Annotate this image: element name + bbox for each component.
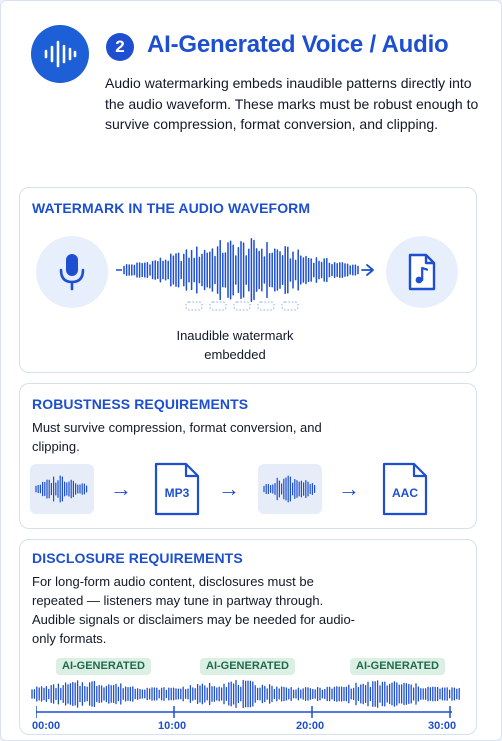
ai-generated-tag: AI-GENERATED	[350, 658, 445, 675]
arrow-right-icon: →	[218, 476, 240, 501]
audio-waveform-icon	[31, 25, 89, 83]
watermark-waveform	[116, 232, 380, 312]
mp3-file-icon	[154, 462, 200, 516]
ai-generated-tag: AI-GENERATED	[200, 658, 295, 675]
aac-file-icon	[382, 462, 428, 516]
robustness-card-title: ROBUSTNESS REQUIREMENTS	[32, 396, 249, 412]
microphone-icon	[36, 236, 108, 308]
watermark-pattern-mark	[282, 302, 298, 310]
disclosure-text: For long-form audio content, disclosures must be repeated — listeners may tune in partway through. Audible signals or disclaimers may be needed for audio-only formats.	[32, 574, 356, 646]
watermark-caption: Inaudible watermark embedded	[176, 328, 294, 362]
timeline-label: 30:00	[428, 720, 457, 732]
watermark-pattern-mark	[186, 302, 202, 310]
converted-audio-thumbnail	[258, 464, 322, 514]
section-number-badge: 2	[106, 33, 134, 61]
mp3-label: MP3	[164, 486, 190, 500]
waveform-card-title: WATERMARK IN THE AUDIO WAVEFORM	[32, 200, 311, 216]
watermark-pattern-mark	[258, 302, 274, 310]
aac-label: AAC	[392, 486, 418, 500]
robustness-card	[19, 383, 477, 529]
disclosure-card-title: DISCLOSURE REQUIREMENTS	[32, 550, 243, 566]
page-title: AI-Generated Voice / Audio	[147, 31, 449, 58]
timeline-label: 00:00	[32, 720, 61, 732]
robustness-text: Must survive compression, format conversion, and clipping.	[32, 420, 322, 454]
timeline-label: 10:00	[158, 720, 187, 732]
timeline-axis	[36, 706, 456, 718]
arrow-right-icon: →	[110, 476, 132, 501]
music-file-icon	[386, 236, 458, 308]
ai-generated-tag: AI-GENERATED	[56, 658, 151, 675]
intro-text: Audio watermarking embeds inaudible patterns directly into the audio waveform. These marks must be robust enough to survive compression, format conversion, and clipping.	[105, 75, 479, 132]
arrow-right-icon: →	[338, 476, 360, 501]
watermark-pattern-mark	[234, 302, 250, 310]
waveform-card	[19, 187, 477, 373]
disclosure-card	[19, 539, 477, 735]
watermark-pattern-mark	[210, 302, 226, 310]
timeline-label: 20:00	[296, 720, 325, 732]
original-audio-thumbnail	[30, 464, 94, 514]
